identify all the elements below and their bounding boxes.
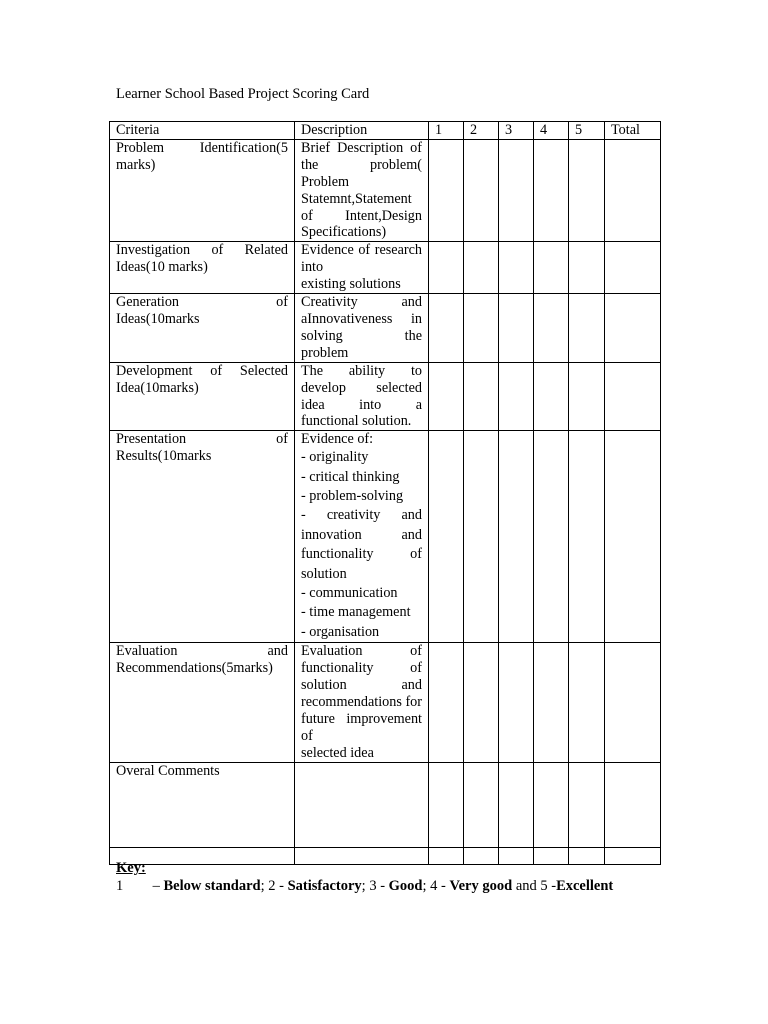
page-title: Learner School Based Project Scoring Card	[116, 86, 370, 102]
score-5-cell	[569, 643, 605, 762]
text-line: idea into a	[301, 396, 422, 413]
score-1-cell	[429, 139, 464, 241]
text-line: selected idea	[301, 744, 374, 761]
description-cell	[295, 242, 429, 294]
key-number: 1	[116, 878, 124, 894]
description-item: - originality	[301, 449, 369, 466]
table-row	[110, 362, 661, 431]
text-line: Recommendations(5marks)	[116, 660, 273, 677]
text-line: Statemnt,Statement	[301, 190, 412, 207]
text-line: Evaluation and	[116, 643, 288, 660]
table-row	[110, 643, 661, 762]
score-5-cell	[569, 139, 605, 241]
text-line: Brief Description of the	[301, 139, 422, 173]
score-1-cell	[429, 762, 464, 847]
text-line: solution and	[301, 677, 422, 694]
description-item: - communication	[301, 585, 398, 602]
score-2-cell	[464, 431, 499, 643]
score-3-cell	[499, 431, 534, 643]
text-line: functionality of	[301, 660, 422, 677]
score-2-cell	[464, 294, 499, 363]
score-5-cell	[569, 242, 605, 294]
criteria-cell	[110, 294, 295, 363]
score-4-cell	[534, 139, 569, 241]
description-cell	[295, 139, 429, 241]
total-cell	[605, 294, 661, 363]
text-line: Investigation of Related	[116, 242, 288, 259]
text-line: Presentation of	[116, 431, 288, 448]
score-1-cell	[429, 294, 464, 363]
total-cell	[605, 139, 661, 241]
description-item: - critical thinking	[301, 468, 400, 485]
key-label: Very good	[449, 878, 513, 894]
score-4-cell	[534, 762, 569, 847]
key-line	[116, 878, 613, 895]
text-line: Idea(10marks)	[116, 379, 199, 396]
text-line: improvement of	[301, 710, 422, 744]
total-cell	[605, 431, 661, 643]
key-title: Key:	[116, 860, 146, 876]
text-line: Ideas(10 marks)	[116, 259, 208, 276]
key-section	[116, 860, 613, 895]
text-line: problem	[301, 344, 349, 361]
header-score-2: 2	[464, 122, 499, 140]
key-separator: ; 3 -	[361, 878, 389, 894]
key-separator: ; 4 -	[422, 878, 450, 894]
score-2-cell	[464, 242, 499, 294]
score-3-cell	[499, 643, 534, 762]
text-line: Specifications)	[301, 224, 387, 241]
score-5-cell	[569, 762, 605, 847]
criteria-cell	[110, 762, 295, 847]
key-items	[149, 878, 613, 894]
total-cell	[605, 242, 661, 294]
table-row	[110, 762, 661, 847]
text-line: problem( Problem	[301, 156, 422, 190]
text-line: of Intent,Design	[301, 207, 422, 224]
table-row	[110, 294, 661, 363]
criteria-cell	[110, 242, 295, 294]
score-4-cell	[534, 242, 569, 294]
text-line: Results(10marks	[116, 448, 212, 465]
criteria-cell	[110, 139, 295, 241]
description-item: functionality of	[301, 546, 422, 563]
score-5-cell	[569, 431, 605, 643]
score-1-cell	[429, 242, 464, 294]
text-line: Evidence of	[301, 242, 371, 259]
score-3-cell	[499, 294, 534, 363]
text-line: Problem Identification(5	[116, 139, 288, 156]
header-criteria: Criteria	[110, 122, 295, 140]
text-line: solving the	[301, 327, 422, 344]
key-label: Excellent	[556, 878, 614, 894]
table-row	[110, 242, 661, 294]
score-1-cell	[429, 643, 464, 762]
table-row	[110, 139, 661, 241]
table-row	[110, 431, 661, 643]
description-cell	[295, 362, 429, 431]
key-label: Good	[388, 878, 423, 894]
score-3-cell	[499, 242, 534, 294]
text-line: for future	[301, 694, 422, 727]
text-line: functional solution.	[301, 413, 412, 430]
text-line: The ability to	[301, 362, 422, 379]
header-row	[110, 122, 661, 140]
header-score-5: 5	[569, 122, 605, 140]
text-line: Overal Comments	[116, 762, 220, 779]
score-5-cell	[569, 294, 605, 363]
description-cell	[295, 294, 429, 363]
description-item: innovation and	[301, 526, 422, 543]
key-separator: and 5 -	[512, 878, 557, 894]
key-label: Below standard	[163, 878, 261, 894]
text-line: marks)	[116, 156, 156, 173]
score-3-cell	[499, 139, 534, 241]
total-cell	[605, 362, 661, 431]
score-2-cell	[464, 643, 499, 762]
header-score-4: 4	[534, 122, 569, 140]
text-line: aInnovativeness in	[301, 310, 422, 327]
key-label: Satisfactory	[287, 878, 362, 894]
description-item: - problem-solving	[301, 488, 404, 505]
key-separator: ; 2 -	[260, 878, 288, 894]
score-5-cell	[569, 362, 605, 431]
text-line: Evaluation of	[301, 643, 422, 660]
description-cell	[295, 643, 429, 762]
description-cell	[295, 762, 429, 847]
score-1-cell	[429, 431, 464, 643]
score-2-cell	[464, 139, 499, 241]
description-item: - time management	[301, 604, 411, 621]
text-line: Ideas(10marks	[116, 310, 200, 327]
score-4-cell	[534, 362, 569, 431]
header-score-1: 1	[429, 122, 464, 140]
score-4-cell	[534, 431, 569, 643]
score-2-cell	[464, 362, 499, 431]
text-line: Generation of	[116, 294, 288, 311]
text-line: develop selected	[301, 379, 422, 396]
header-description: Description	[295, 122, 429, 140]
total-cell	[605, 643, 661, 762]
header-total: Total	[605, 122, 661, 140]
scoring-table	[109, 121, 661, 865]
score-4-cell	[534, 294, 569, 363]
text-line: recommendations	[301, 694, 402, 710]
criteria-cell	[110, 431, 295, 643]
score-1-cell	[429, 362, 464, 431]
total-cell	[605, 762, 661, 847]
description-item: - organisation	[301, 623, 380, 640]
text-line: Creativity and	[301, 294, 422, 311]
description-intro: Evidence of:	[301, 431, 374, 448]
score-4-cell	[534, 643, 569, 762]
description-item: solution	[301, 565, 347, 582]
score-3-cell	[499, 362, 534, 431]
criteria-cell	[110, 362, 295, 431]
text-line: Development of Selected	[116, 362, 288, 379]
description-cell	[295, 431, 429, 643]
criteria-cell	[110, 643, 295, 762]
key-separator: –	[149, 878, 164, 894]
text-line: research into	[301, 242, 422, 276]
description-item: - creativity and	[301, 507, 422, 524]
score-2-cell	[464, 762, 499, 847]
header-score-3: 3	[499, 122, 534, 140]
score-3-cell	[499, 762, 534, 847]
text-line: existing solutions	[301, 276, 401, 293]
